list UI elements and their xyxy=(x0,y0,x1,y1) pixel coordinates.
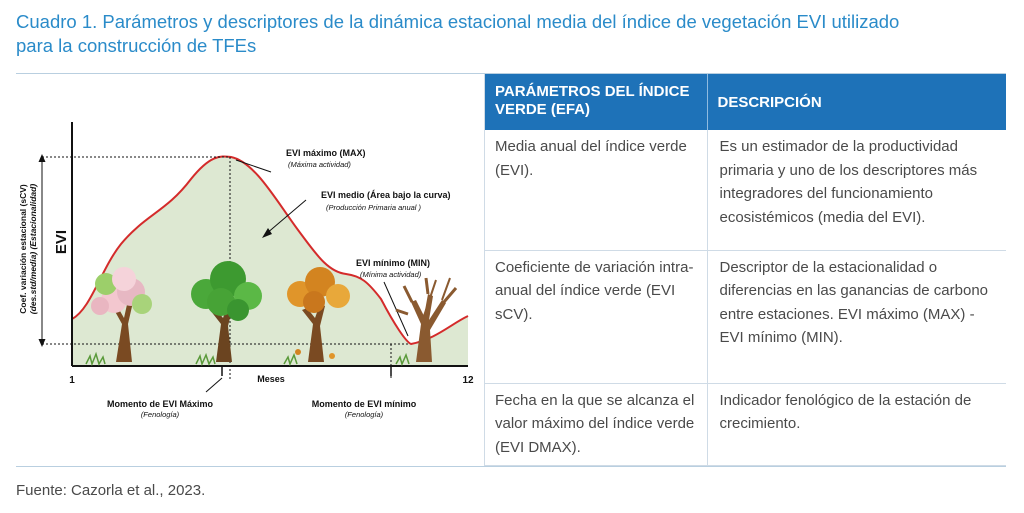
desc-cell: Es un estimador de la productividad primaria y uno de los descriptores más integradores del funcionamiento ecosistémicos (media del EVI). xyxy=(707,130,1006,250)
bottom-divider xyxy=(16,466,1006,467)
min-label: EVI mínimo (MIN) xyxy=(356,258,430,268)
caption-line-2: para la construcción de TFEs xyxy=(16,35,257,56)
scv-arrow-head-top xyxy=(39,154,46,162)
x-end-label: 12 xyxy=(462,375,474,386)
scv-arrow-head-bottom xyxy=(39,339,46,347)
caption-line-1: Cuadro 1. Parámetros y descriptores de la dinámica estacional media del índice de vegetación EVI utilizado xyxy=(16,11,900,32)
desc-cell: Indicador fenológico de la estación de crecimiento. xyxy=(707,383,1006,466)
moment-max-sublabel: (Fenología) xyxy=(140,410,180,419)
pointer-moment-max xyxy=(206,378,222,392)
desc-cell: Descriptor de la estacionalidad o diferencias en las ganancias de carbono entre estaciones. EVI máximo (MAX) - EVI mínimo (MIN). xyxy=(707,250,1006,383)
y-side-label-2: (des.std/media) (Estacionalidad) xyxy=(28,183,38,315)
table-header-row xyxy=(485,74,1006,130)
table-row xyxy=(485,383,1006,466)
param-cell: Coeficiente de variación intra-anual del índice verde (EVI sCV). xyxy=(485,250,707,383)
max-label: EVI máximo (MAX) xyxy=(286,148,366,158)
source-note: Fuente: Cazorla et al., 2023. xyxy=(16,482,206,499)
evi-figure-panel xyxy=(16,74,484,466)
param-cell: Fecha en la que se alcanza el valor máximo del índice verde (EVI DMAX). xyxy=(485,383,707,466)
min-sublabel: (Mínima actividad) xyxy=(360,270,422,279)
mean-label: EVI medio (Área bajo la curva) xyxy=(321,190,451,200)
moment-min-label: Momento de EVI mínimo xyxy=(311,399,417,409)
x-axis-label: Meses xyxy=(257,374,285,384)
table-row xyxy=(485,130,1006,250)
x-start-label: 1 xyxy=(69,375,75,386)
table-row xyxy=(485,250,1006,383)
max-sublabel: (Máxima actividad) xyxy=(288,160,351,169)
evi-seasonal-diagram xyxy=(16,74,484,466)
header-parameters: PARÁMETROS DEL ÍNDICE VERDE (EFA) xyxy=(485,74,707,130)
param-cell: Media anual del índice verde (EVI). xyxy=(485,130,707,250)
table-caption xyxy=(16,10,1006,58)
moment-min-sublabel: (Fenología) xyxy=(344,410,384,419)
parameters-table xyxy=(485,74,1006,466)
moment-max-label: Momento de EVI Máximo xyxy=(106,399,214,409)
header-description: DESCRIPCIÓN xyxy=(707,74,1006,130)
y-side-label-1: Coef. variación estacional (sCV) xyxy=(18,184,28,314)
y-axis-title: EVI xyxy=(53,229,70,255)
mean-sublabel: (Producción Primaria anual ) xyxy=(326,203,422,212)
